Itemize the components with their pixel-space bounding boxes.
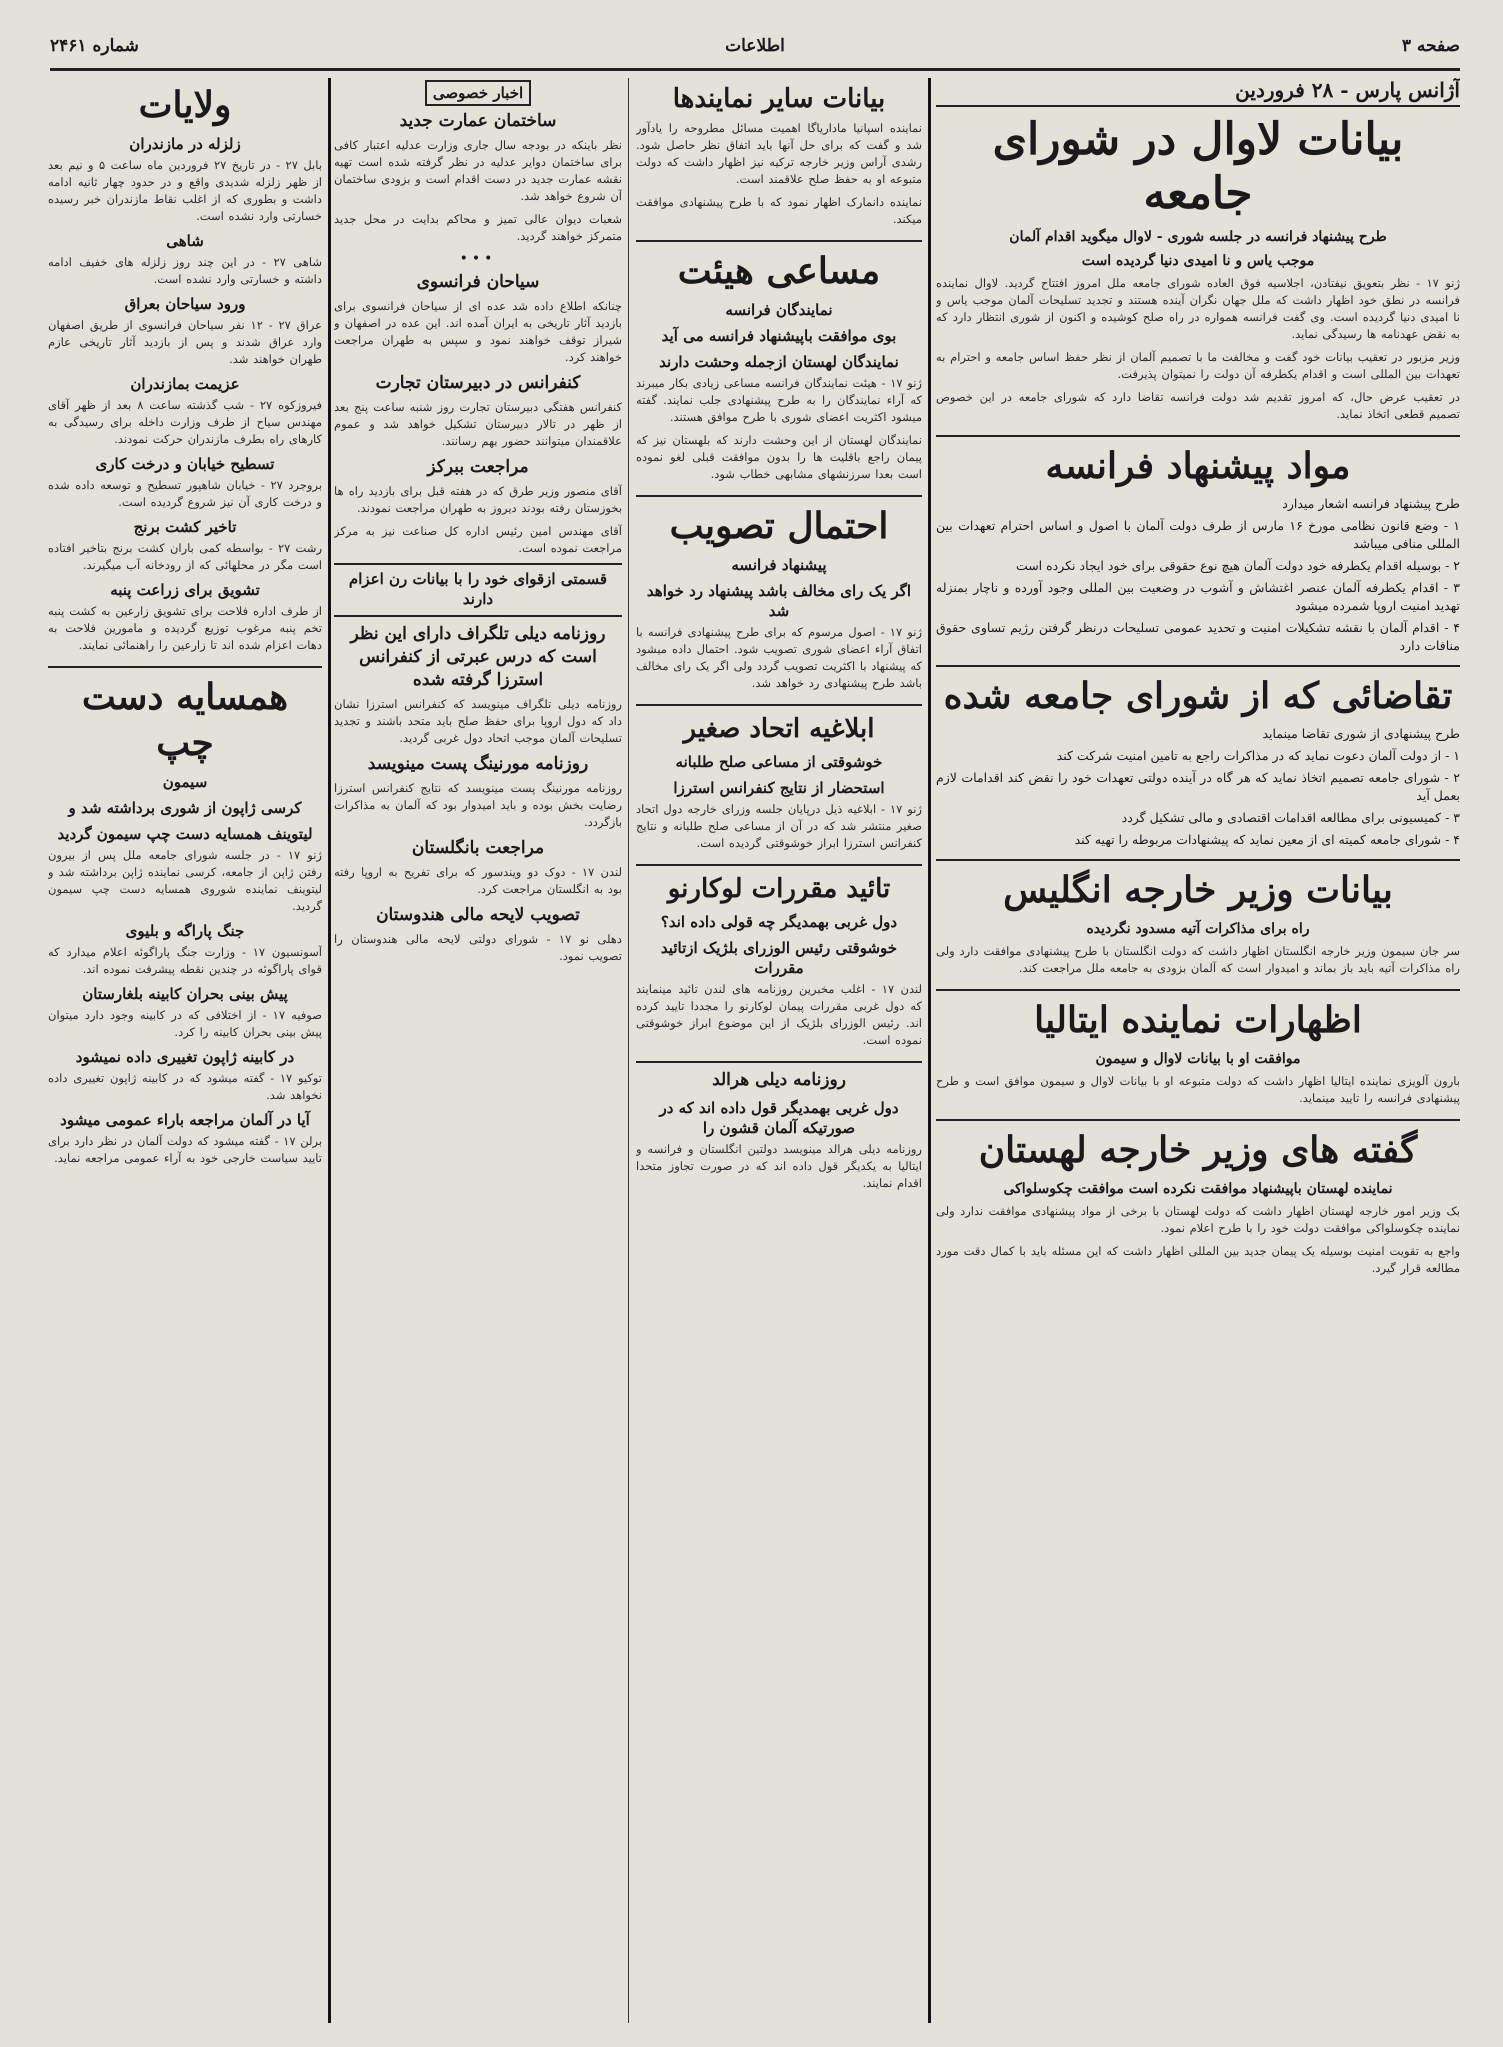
article-body: ژنو ۱۷ - ابلاغیه ذیل درپایان جلسه وزرای خارجه دول اتحاد صغیر منتشر شد که در آن از مساعی صلح طلبانه و نتایج کنفرانس استرزا ابراز خوشوقتی گردیده است. xyxy=(636,801,922,866)
section-headline: مواد پیشنهاد فرانسه xyxy=(1045,445,1351,487)
subheading: زلزله در مازندران xyxy=(129,135,241,153)
deck: استحضار از نتایج کنفرانس استرزا xyxy=(673,779,885,797)
separator: ••• xyxy=(459,251,497,267)
request-list: طرح پیشنهادی از شوری تقاضا مینماید ۱ - از دولت آلمان دعوت نماید که در مذاکرات راجع به تامین امنیت شرکت کند ۲ - شورای جامعه تصمیم اتخاذ نماید که هر گاه در آینده دولتی تعهدات خود را نقض کند اقدامات لازم بعمل آید ۳ - کمیسیونی برای مطالعه اقدامات اقتصادی و مالی تشکیل گردد ۴ - شورای جامعه کمیته ای از معین نماید که پیشنهادات مربوطه را تهیه کند xyxy=(936,725,1460,861)
section-headline: بیانات وزیر خارجه انگلیس xyxy=(1003,869,1393,911)
section-headline: مساعی هیئت xyxy=(677,250,881,292)
article-body: ژنو ۱۷ - هیئت نمایندگان فرانسه مساعی زیادی بکار میبرند که آراء نمایندگان را به طرح پیشنهادی جلب نمایند. گفته میشود اکثریت اعضای شوری با طرح موافق هستند. نمایندگان لهستان از این وحشت دارند که بلهستان نیز که پیمان راجع باقلیت ها را بدون موافقت قبلی لغو نموده است بعدا سرزنشهای مشابهی خطاب شود. xyxy=(636,375,922,497)
article-body: روزنامه مورنینگ پست مینویسد که نتایج کنفرانس استرزا رضایت بخش بوده و باید امیدوار بود که آلمان به مذاکرات بازگردد. xyxy=(334,781,622,829)
subheading: پیش بینی بحران کابینه بلغارستان xyxy=(82,985,288,1003)
subheading: تشویق برای زراعت پنبه xyxy=(110,581,260,599)
deck: خوشوقتی رئیس الوزرای بلژیک ازتائید مقررات xyxy=(660,939,898,977)
article-body: روزنامه دیلی هرالد مینویسد دولتین انگلستان و فرانسه و ایتالیا به یکدیگر قول داده اند که در صورت تجاوز متحدا اقدام نمایند. xyxy=(636,1142,922,1190)
section-headline: بیانات سایر نمایندها xyxy=(672,84,886,114)
deck: موجب یاس و نا امیدی دنیا گردیده است xyxy=(1081,253,1315,269)
article-body: سر جان سیمون وزیر خارجه انگلستان اظهار داشت که دولت انگلستان با طرح پیشنهادی موافقت دارد ولی راه مذاکرات آتیه باید باز بماند و امیدوار است که آلمان بزودی به جامعه ملل مراجعت کند. xyxy=(936,943,1460,991)
page-header xyxy=(50,28,1460,71)
article-body: از طرف اداره فلاحت برای تشویق زارعین به کشت پنبه تخم پنبه مرغوب توزیع گردیده و مامورین فلاحت به دهات اعزام شده اند تا زارعین را راهنمائی نمایند. xyxy=(48,603,322,668)
section-headline: سیاحان فرانسوی xyxy=(416,272,540,292)
section-headline: روزنامه مورنینگ پست مینویسد xyxy=(367,754,589,774)
deck: طرح پیشنهاد فرانسه در جلسه شوری - لاوال میگوید اقدام آلمان xyxy=(1009,229,1387,245)
article-body: بروجرد ۲۷ - خیابان شاهپور تسطیح و توسعه داده شده و درخت کاری آن نیز شروع گردیده است. xyxy=(48,478,322,509)
deck: موافقت او با بیانات لاوال و سیمون xyxy=(1095,1051,1301,1067)
section-headline: همسایه دست چپ xyxy=(81,676,289,764)
section-headline: تصویب لایحه مالی هندوستان xyxy=(376,905,580,925)
article-body: آسونسیون ۱۷ - وزارت جنگ پاراگوئه اعلام میدارد که قوای پاراگوئه در چندین نقطه پیشرفت نموده اند. xyxy=(48,945,322,976)
section-headline: گفته های وزیر خارجه لهستان xyxy=(978,1129,1418,1171)
deck: نمایندگان لهستان ازجمله وحشت دارند xyxy=(659,353,899,371)
article-body: نظر باینکه در بودجه سال جاری وزارت عدلیه اعتبار کافی برای ساختمان دوایر عدلیه در نظر گرفته شده است تهیه نقشه عمارت جدید در دست اقدام است و بزودی ساختمان آن شروع خواهد شد. شعبات دیوان عالی تمیز و محاکم بدایت در محل جدید متمرکز خواهند گردید. xyxy=(334,138,622,243)
subheading: سیمون xyxy=(162,773,208,791)
article-body: برلن ۱۷ - گفته میشود که دولت آلمان در نظر دارد برای تایید سیاست خارجی خود به آراء عمومی مراجعه نماید. xyxy=(48,1134,322,1165)
subheading: شاهی xyxy=(166,232,204,250)
deck: دول غربی بهمدیگر قول داده اند که در صورتیکه آلمان قشون را xyxy=(659,1099,899,1137)
deck: اگر یک رای مخالف باشد پیشنهاد رد خواهد شد xyxy=(646,582,912,620)
subheading: جنگ پاراگه و بلیوی xyxy=(125,922,245,940)
article-body: رشت ۲۷ - بواسطه کمی باران کشت برنج بتاخیر افتاده است مگر در محلهائی که از رودخانه آب میگیرند. xyxy=(48,541,322,572)
section-label: اخبار خصوصی xyxy=(425,80,531,106)
subheading: ورود سیاحان بعراق xyxy=(124,295,246,313)
article-body: توکیو ۱۷ - گفته میشود که در کابینه ژاپون تغییری داده نخواهد شد. xyxy=(48,1071,322,1102)
section-headline: روزنامه دیلی هرالد xyxy=(712,1070,846,1090)
section-headline: مراجعت ببرکز xyxy=(427,457,529,477)
deck: کرسی ژاپون از شوری برداشته شد و xyxy=(68,799,302,817)
article-body: ژنو ۱۷ - نظر بتعویق نیفتادن، اجلاسیه فوق العاده شورای جامعه ملل امروز افتتاح گردید. لاوال نماینده فرانسه در نطق خود اظهار داشت که ملل جهان نگران آینده هستند و تجدید تسلیحات آلمان موجب یاس و نا امیدی دنیا گردیده است. وی گفت فرانسه همواره در راه صلح کوشیده و اکنون از شوری انتظار دارد که به نقض عهدنامه ها رسیدگی نماید. وزیر مزبور در تعقیب بیانات خود گفت و مخالفت ما با تصمیم آلمان از نظر حفظ اساس جامعه و احترام به تعهدات بین المللی است و اقدام یکطرفه آن دولت را نمیتوان پذیرفت. در تعقیب عرض حال، که امروز تقدیم شد دولت فرانسه تقاضا دارد که شورای جامعه در این خصوص تصمیم قطعی اتخاذ نماید. xyxy=(936,275,1460,437)
deck: بوی موافقت باپیشنهاد فرانسه می آید xyxy=(661,327,897,345)
section-headline: روزنامه دیلی تلگراف دارای این نظر است که درس عبرتی از کنفرانس استرزا گرفته شده xyxy=(350,624,606,690)
column-rule xyxy=(928,78,931,2023)
deck: خوشوقتی از مساعی صلح طلبانه xyxy=(675,753,883,771)
issue-number: شماره ۲۴۶۱ xyxy=(50,36,139,56)
section-headline: احتمال تصویب xyxy=(669,505,889,547)
subheading: تاخیر کشت برنج xyxy=(133,518,237,536)
page-number: صفحه ۳ xyxy=(1401,36,1460,56)
column-rule xyxy=(328,78,331,2023)
column-main xyxy=(936,78,1460,2023)
deck: دول غربی بهمدیگر چه قولی داده اند؟ xyxy=(660,913,898,931)
subheading: عزیمت بمازندران xyxy=(130,375,240,393)
section-headline: مراجعت بانگلستان xyxy=(411,838,545,858)
article-body: لندن ۱۷ - اغلب مخبرین روزنامه های لندن تائید مینمایند که دول غربی مقررات پیمان لوکارنو را مجددا تایید کرده اند. رئیس الوزرای بلژیک از این موضوع ابراز خوشوقتی نموده است. xyxy=(636,981,922,1063)
article-body: نماینده اسپانیا ماداریاگا اهمیت مسائل مطروحه را یادآور شد و گفت که برای حل آنها باید اتفاق نظر حاصل شود. رشدی آراس وزیر خارجه ترکیه نیز اظهار داشت که دولت متبوعه او به حفظ صلح علاقمند است. نماینده دانمارک اظهار نمود که با طرح پیشنهادی موافقت میکند. xyxy=(636,120,922,242)
section-headline: تائید مقررات لوکارنو xyxy=(667,874,891,904)
paper-name: اطلاعات xyxy=(725,36,785,56)
section-headline: کنفرانس در دبیرستان تجارت xyxy=(375,373,581,393)
subheading: آیا در آلمان مراجعه باراء عمومی میشود xyxy=(60,1111,310,1129)
article-body: ژنو ۱۷ - اصول مرسوم که برای طرح پیشنهادی فرانسه با اتفاق آراء اعضای شوری تصویب شود. احتمال داده میشود که پیشنهاد با اکثریت تصویب گردد ولی اگر یک رای مخالف باشد طرح پیشنهادی رد خواهد شد. xyxy=(636,624,922,706)
article-body: فیروزکوه ۲۷ - شب گذشته ساعت ۸ بعد از ظهر آقای مهندس سیاح از طرف وزارت داخله برای رسیدگی به کارهای راه بطرف مازندران حرکت نمودند. xyxy=(48,398,322,446)
section-headline: ابلاغیه اتحاد صغیر xyxy=(683,714,875,744)
section-headline: تقاضائی که از شورای جامعه شده xyxy=(943,675,1453,717)
deck: پیشنهاد فرانسه xyxy=(731,556,827,574)
article-body: عراق ۲۷ - ۱۲ نفر سیاحان فرانسوی از طریق اصفهان وارد عراق شدند و پس از بازدید آثار تاریخی عازم طهران خواهند شد. xyxy=(48,318,322,366)
section-headline: قسمتی ازقوای خود را با بیانات رن اعزام دارند xyxy=(334,563,622,617)
article-body: شاهی ۲۷ - در این چند روز زلزله های خفیف ادامه داشته و خسارتی وارد نشده است. xyxy=(48,255,322,286)
section-headline: ساختمان عمارت جدید xyxy=(399,111,557,131)
article-body: آقای منصور وزیر طرق که در هفته قبل برای بازدید راه ها بخوزستان رفته بودند دیروز به طهران مراجعت نمودند. آقای مهندس امین رئیس اداره کل صناعت نیز به مرکز مراجعت نموده است. xyxy=(334,484,622,555)
subheading: در کابینه ژاپون تغییری داده نمیشود xyxy=(75,1048,295,1066)
column-provinces xyxy=(48,78,322,2023)
section-headline: اظهارات نماینده ایتالیا xyxy=(1034,999,1362,1041)
deck: نمایندگان فرانسه xyxy=(725,301,833,319)
section-headline: ولایات xyxy=(138,84,232,126)
column-second xyxy=(636,78,922,2023)
main-headline: بیانات لاوال در شورای جامعه xyxy=(992,114,1404,219)
article-body: ژنو ۱۷ - در جلسه شورای جامعه ملل پس از بیرون رفتن ژاپن از جامعه، کرسی نماینده ژاپن برداشته شد و لیتوینف نماینده شوروی همسایه دست چپ سیمون گردید. xyxy=(48,848,322,913)
article-body: روزنامه دیلی تلگراف مینویسد که کنفرانس استرزا نشان داد که دول اروپا برای حفظ صلح باید متحد باشند و تجدید تسلیحات آلمان موجب اتحاد دول غربی گردید. xyxy=(334,697,622,745)
article-body: صوفیه ۱۷ - از اختلافی که در کابینه وجود دارد میتوان پیش بینی بحران کابینه را کرد. xyxy=(48,1008,322,1039)
subheading: تسطیح خیابان و درخت کاری xyxy=(95,455,275,473)
article-body: کنفرانس هفتگی دبیرستان تجارت روز شنبه ساعت پنج بعد از ظهر در تالار دبیرستان تشکیل خواهد شد و عموم علاقمندان میتوانند حضور بهم رسانند. xyxy=(334,400,622,448)
article-body: بک وزیر امور خارجه لهستان اظهار داشت که دولت لهستان با برخی از مواد پیشنهادی موافقت ندارد ولی نماینده چکوسلواکی موافقت دولت خود را با طرح اعلام نمود. واجع به تقویت امنیت بوسیله یک پیمان جدید بین المللی اظهار داشت که این مسئله باید با کمال دقت مورد مطالعه قرار گیرد. xyxy=(936,1204,1460,1275)
article-body: دهلی نو ۱۷ - شورای دولتی لایحه مالی هندوستان را تصویب نمود. xyxy=(334,932,622,963)
column-rule xyxy=(628,78,629,2023)
article-body: چنانکه اطلاع داده شد عده ای از سیاحان فرانسوی برای بازدید آثار تاریخی به ایران آمده اند. این عده در اصفهان و شیراز توقف خواهند نمود و سپس به طهران مراجعت خواهند کرد. xyxy=(334,299,622,364)
dateline: آژانس پارس - ۲۸ فروردین xyxy=(936,78,1460,107)
article-body: لندن ۱۷ - دوک دو ویندسور که برای تفریح به اروپا رفته بود به انگلستان مراجعت کرد. xyxy=(334,865,622,896)
article-body: بارون آلویزی نماینده ایتالیا اظهار داشت که دولت متبوعه او با بیانات لاوال و سیمون موافق است و طرح پیشنهادی فرانسه را تایید مینماید. xyxy=(936,1073,1460,1121)
proposal-list: طرح پیشنهاد فرانسه اشعار میدارد ۱ - وضع قانون نظامی مورخ ۱۶ مارس از طرف دولت آلمان با اصول و اساس احترام تعهدات بین المللی منافی میباشد ۲ - بوسیله اقدام یکطرفه خود دولت آلمان هیچ نوع حقوقی برای خود ایجاد نکرده است ۳ - اقدام یکطرفه آلمان عنصر اغتشاش و آشوب در وضعیت بین المللی وجود آورده و ناچار بمنزله تهدید امنیت اروپا شمرده میشود ۴ - اقدام آلمان با نقشه تشکیلات امنیت و تحدید عمومی تسلیحات درنظر گرفتن رژیم تساوی حقوق منافات دارد xyxy=(936,495,1460,667)
article-body: بابل ۲۷ - در تاریخ ۲۷ فروردین ماه ساعت ۵ و نیم بعد از ظهر زلزله شدیدی واقع و در حدود چهار ثانیه ادامه داشت و بطوری که از اغلب نقاط مازندران خبر رسیده خسارتی وارد نشده است. xyxy=(48,158,322,223)
deck: نماینده لهستان باپیشنهاد موافقت نکرده است موافقت چکوسلواکی xyxy=(1003,1181,1393,1197)
deck: راه برای مذاکرات آتیه مسدود نگردیده xyxy=(1086,921,1310,937)
column-third xyxy=(334,78,622,2023)
deck: لیتوینف همسایه دست چپ سیمون گردید xyxy=(57,825,313,843)
